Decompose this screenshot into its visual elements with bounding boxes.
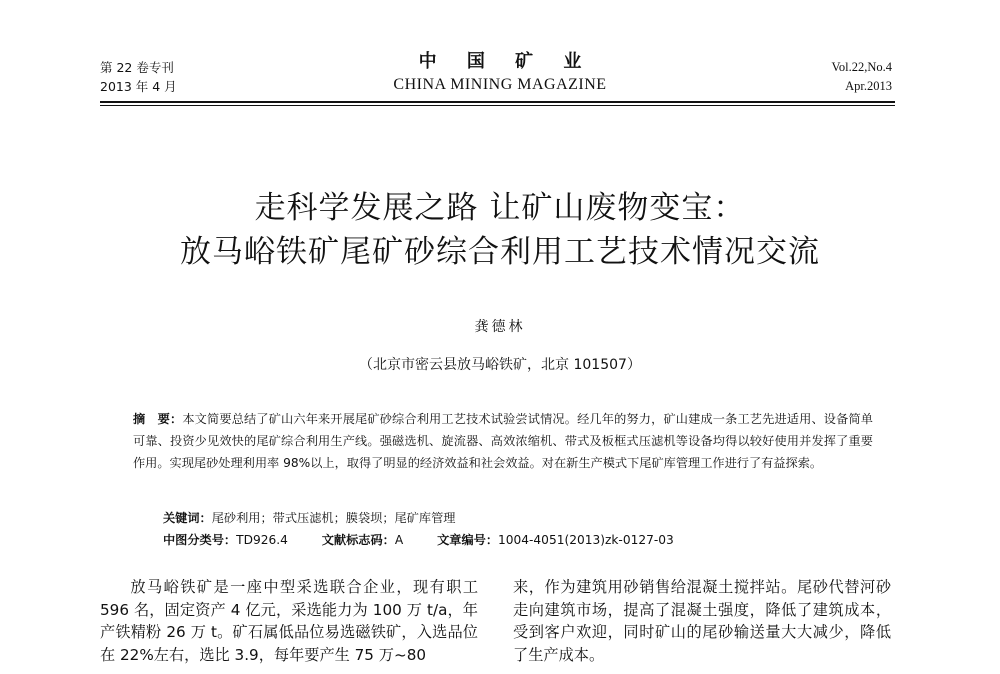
doc-code-label: 文献标志码： bbox=[321, 533, 395, 547]
keywords-label: 关键词： bbox=[163, 511, 212, 525]
clc-label: 中图分类号： bbox=[163, 533, 237, 547]
publish-date-en: Apr.2013 bbox=[845, 79, 892, 93]
clc-value: TD926.4 bbox=[236, 533, 288, 547]
author-affiliation: （北京市密云县放马峪铁矿，北京 101507） bbox=[359, 357, 641, 373]
volume-issue: 第 22 卷专刊 bbox=[100, 60, 174, 75]
journal-name-cn: 中 国 矿 业 bbox=[418, 51, 594, 72]
author-name: 龚德林 bbox=[474, 319, 526, 335]
keywords bbox=[163, 509, 456, 526]
article-no-label: 文章编号： bbox=[437, 533, 499, 547]
abstract-text: 本文简要总结了矿山六年来开展尾矿砂综合利用工艺技术试验尝试情况。经几年的努力，矿山建成一条工艺先进适用、设备简单可靠、投资少见效快的尾矿综合利用生产线。强磁选机、旋流器、高效浓缩机、带式及板框式压滤机等设备均得以较好使用并发挥了重要作用。实现尾砂处理利用率 98%以上，取得了明显的经济效益和社会效益。对在新生产模式下尾矿库管理工作进行了有益探索。 bbox=[133, 412, 873, 470]
abstract-label: 摘 要： bbox=[133, 412, 183, 426]
body-column-right: 来，作为建筑用砂销售给混凝土搅拌站。尾砂代替河砂走向建筑市场，提高了混凝土强度，降低了建筑成本，受到客户欢迎，同时矿山的尾砂输送量大大减少，降低了生产成本。 bbox=[513, 578, 891, 665]
journal-name-en: CHINA MINING MAGAZINE bbox=[393, 76, 607, 93]
article-title-line1: 走科学发展之路 让矿山废物变宝： bbox=[254, 190, 746, 226]
keywords-text: 尾砂利用；带式压滤机；膜袋坝；尾矿库管理 bbox=[211, 511, 456, 525]
header-rule-thin bbox=[100, 105, 895, 106]
article-title-line2: 放马峪铁矿尾矿砂综合利用工艺技术情况交流 bbox=[180, 234, 820, 270]
body-column-left: 放马峪铁矿是一座中型采选联合企业，现有职工 596 名，固定资产 4 亿元，采选能力为 100 万 t/a，年产铁精粉 26 万 t。矿石属低品位易选磁铁矿，入选品位在 22%左右，选比 3.9，每年要产生 75 万~80 bbox=[100, 578, 478, 665]
abstract bbox=[133, 408, 873, 474]
volume-number-en: Vol.22,No.4 bbox=[831, 60, 892, 74]
header-right bbox=[831, 58, 892, 96]
publish-date: 2013 年 4 月 bbox=[100, 79, 177, 94]
article-no-value: 1004-4051(2013)zk-0127-03 bbox=[498, 533, 674, 547]
classification-line bbox=[163, 531, 704, 548]
header-rule-thick bbox=[100, 101, 895, 103]
doc-code-value: A bbox=[394, 533, 404, 547]
